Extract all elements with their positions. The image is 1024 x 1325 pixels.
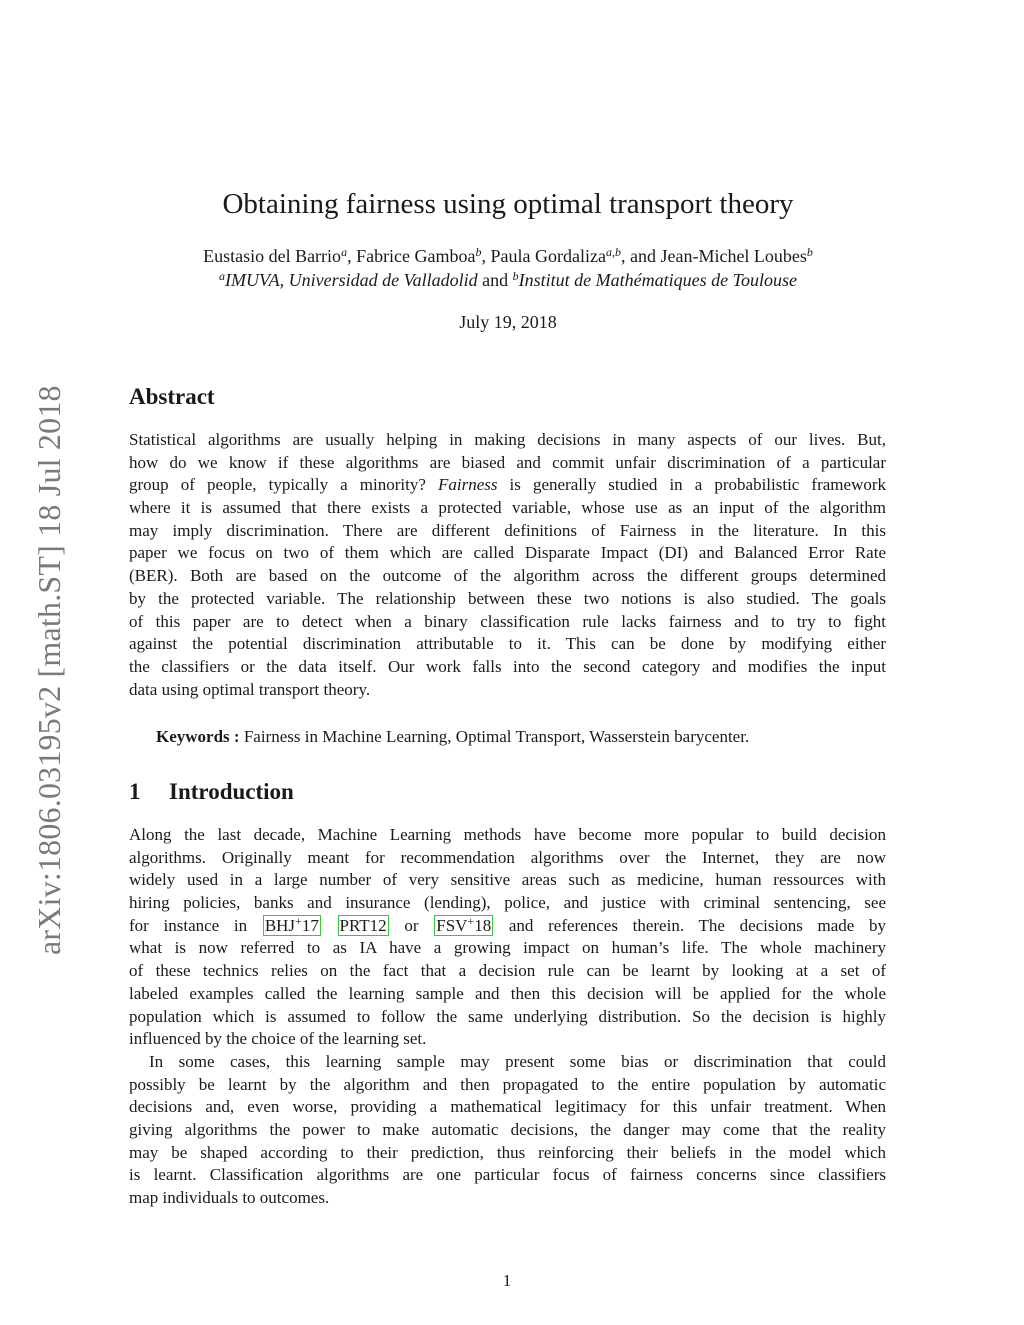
author-list: Eustasio del Barrio$^a$, Fabrice Gamboa$^b$, Paula Gordaliza$^{a,b}$, and Jean-Michel Loubes$^b$ bbox=[203, 245, 813, 266]
publication-date: July 19, 2018 bbox=[459, 312, 557, 332]
text-line: the classifiers or the data itself. Our work falls into the second category and modifies the input bbox=[129, 656, 886, 676]
text-line: hiring policies, banks and insurance (lending), police, and justice with criminal sentencing, see bbox=[129, 893, 886, 913]
abstract-body bbox=[129, 429, 886, 701]
author-affiliation-mark: b bbox=[475, 245, 482, 259]
keywords bbox=[156, 727, 886, 747]
author-name: Jean-Michel Loubes bbox=[660, 246, 807, 266]
text-line: map individuals to outcomes. bbox=[129, 1188, 330, 1208]
text-line: of this paper are to detect when a binary classification rule lacks fairness and to try to fight bbox=[129, 611, 886, 631]
affiliation-a: IMUVA, Universidad de Valladolid bbox=[225, 270, 478, 290]
text-line: In some cases, this learning sample may present some bias or discrimination that could bbox=[149, 1052, 886, 1071]
section-number: 1 bbox=[129, 779, 141, 804]
text-line: decisions and, even worse, providing a mathematical legitimacy for this unfair treatment. When bbox=[129, 1097, 886, 1117]
text-line: for instance in BHJ+17 PRT12 or FSV+18 and references therein. The decisions made by bbox=[129, 913, 887, 935]
page-number: 1 bbox=[502, 1271, 512, 1290]
author-name: Eustasio del Barrio bbox=[203, 246, 342, 266]
affiliation-mark: a bbox=[219, 269, 226, 283]
text-line: is learnt. Classification algorithms are one particular focus of fairness concerns since classifiers bbox=[129, 1165, 886, 1185]
abstract-heading: Abstract bbox=[129, 384, 215, 409]
keywords-label: Keywords : bbox=[156, 727, 240, 746]
text-line: (BER). Both are based on the outcome of the algorithm across the different groups determined bbox=[129, 566, 886, 586]
text-line: what is now referred to as IA have a growing impact on human’s life. The whole machinery bbox=[129, 938, 886, 958]
arxiv-identifier-stamp: arXiv:1806.03195v2 [math.ST] 18 Jul 2018 bbox=[31, 385, 67, 955]
affiliation-mark: b bbox=[512, 269, 519, 283]
introduction-paragraph-2 bbox=[129, 1051, 886, 1210]
text-line: may be shaped according to their prediction, thus reinforcing their beliefs in the model which bbox=[129, 1142, 886, 1162]
text-line: algorithms. Originally meant for recommendation algorithms over the Internet, they are now bbox=[129, 847, 886, 867]
text-line: where it is assumed that there exists a protected variable, whose use as an input of the algorithm bbox=[129, 498, 886, 518]
citation-link[interactable]: BHJ+17 bbox=[264, 913, 319, 935]
text-line: labeled examples called the learning sample and then this decision will be applied for the whole bbox=[129, 983, 886, 1003]
text-line: by the protected variable. The relationship between these two notions is also studied. The goals bbox=[129, 588, 886, 608]
text-line: possibly be learnt by the algorithm and then propagated to the entire population by automatic bbox=[129, 1074, 886, 1094]
citation-link[interactable]: FSV+18 bbox=[436, 913, 492, 935]
author-affiliation-mark: b bbox=[806, 245, 813, 259]
text-line: group of people, typically a minority? Fairness is generally studied in a probabilistic framework bbox=[129, 475, 887, 495]
text-line: data using optimal transport theory. bbox=[129, 679, 371, 699]
text-line: population which is assumed to follow the same underlying distribution. So the decision is highly bbox=[129, 1006, 886, 1026]
emphasis-term: Fairness bbox=[437, 475, 498, 495]
author-name: Fabrice Gamboa bbox=[356, 246, 476, 266]
text-line: how do we know if these algorithms are biased and commit unfair discrimination of a particular bbox=[129, 452, 886, 472]
text-line: against the potential discrimination attributable to it. This can be done by modifying either bbox=[129, 634, 886, 654]
author-affiliation-mark: a bbox=[341, 245, 348, 259]
text-line: Statistical algorithms are usually helping in making decisions in many aspects of our lives. But, bbox=[129, 430, 886, 449]
paper-title: Obtaining fairness using optimal transport theory bbox=[222, 188, 794, 220]
author-name: Paula Gordaliza bbox=[490, 246, 606, 266]
text-line: widely used in a large number of very sensitive areas such as medicine, human ressources with bbox=[129, 870, 886, 890]
citation-link[interactable]: PRT12 bbox=[339, 915, 387, 935]
text-line: Along the last decade, Machine Learning methods have become more popular to build decision bbox=[129, 825, 886, 844]
section-heading-introduction bbox=[129, 779, 294, 805]
affiliations: $^a$IMUVA, Universidad de Valladolid and $^b$Institut de Mathématiques de Toulouse bbox=[219, 269, 797, 290]
text-line: paper we focus on two of them which are called Disparate Impact (DI) and Balanced Error Rate bbox=[129, 543, 886, 563]
author-affiliation-mark: a,b bbox=[605, 245, 621, 259]
affiliation-b: Institut de Mathématiques de Toulouse bbox=[518, 270, 797, 290]
text-line: may imply discrimination. There are different definitions of Fairness in the literature. In this bbox=[129, 520, 886, 540]
introduction-paragraph-1 bbox=[129, 824, 886, 1051]
section-title: Introduction bbox=[169, 779, 294, 804]
text-line: of these technics relies on the fact that a decision rule can be learnt by looking at a set of bbox=[129, 961, 886, 981]
text-line: influenced by the choice of the learning set. bbox=[129, 1029, 427, 1049]
keywords-text: Fairness in Machine Learning, Optimal Transport, Wasserstein barycenter. bbox=[243, 727, 750, 746]
text-line: giving algorithms the power to make automatic decisions, the danger may come that the reality bbox=[129, 1120, 886, 1140]
